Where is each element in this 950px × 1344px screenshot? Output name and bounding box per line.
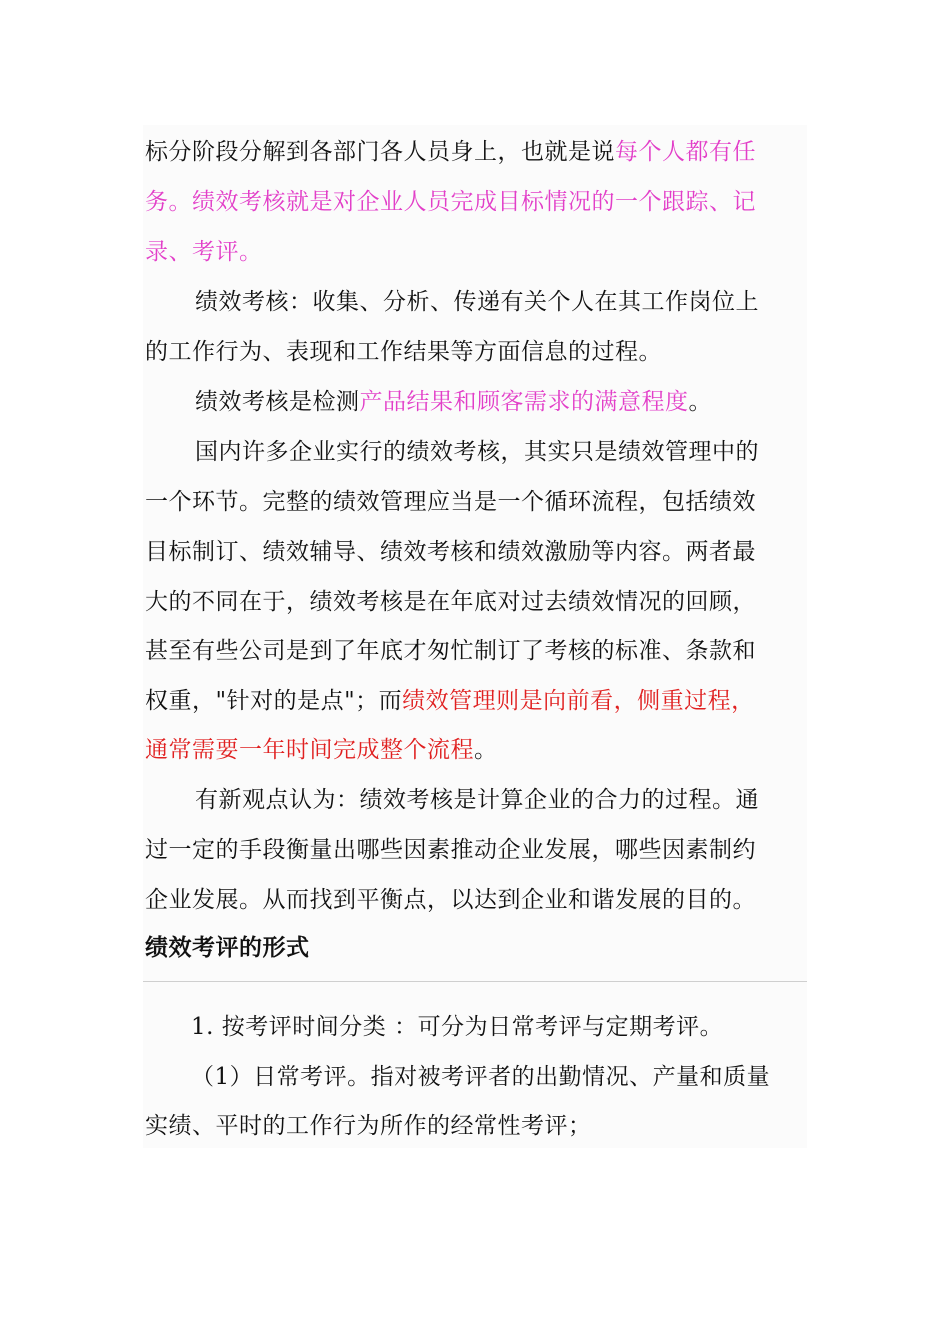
paragraph-1-line-3: 录、考评。 xyxy=(145,239,263,265)
paragraph-1-line-1 xyxy=(145,137,756,167)
paragraph-4-line-6 xyxy=(145,686,755,716)
paragraph-4-line-1: 国内许多企业实行的绩效考核，其实只是绩效管理中的 xyxy=(195,439,759,465)
list-item-2-line-2: 实绩、平时的工作行为所作的经常性考评； xyxy=(145,1113,592,1139)
section-divider xyxy=(143,981,807,982)
document-content xyxy=(143,125,807,1148)
paragraph-4-line-5: 甚至有些公司是到了年底才匆忙制订了考核的标准、条款和 xyxy=(145,638,756,664)
paragraph-4-line-3: 目标制订、绩效辅导、绩效考核和绩效激励等内容。两者最 xyxy=(145,539,756,565)
paragraph-1-line-2: 务。绩效考核就是对企业人员完成目标情况的一个跟踪、记 xyxy=(145,189,756,215)
paragraph-3 xyxy=(195,387,712,417)
text-span: 绩效考核是检测 xyxy=(195,389,360,415)
paragraph-4-line-7 xyxy=(145,735,498,765)
paragraph-4-line-4: 大的不同在于，绩效考核是在年底对过去绩效情况的回顾， xyxy=(145,589,756,615)
text-span: 。 xyxy=(688,389,712,415)
list-item-2-line-1: （1）日常考评。指对被考评者的出勤情况、产量和质量 xyxy=(191,1064,771,1090)
paragraph-2-line-1: 绩效考核：收集、分析、传递有关个人在其工作岗位上 xyxy=(195,289,759,315)
paragraph-5-line-2: 过一定的手段衡量出哪些因素推动企业发展，哪些因素制约 xyxy=(145,837,756,863)
highlight-text-red: 绩效管理则是向前看，侧重过程， xyxy=(402,688,755,714)
highlight-text: 产品结果和顾客需求的满意程度 xyxy=(359,389,689,415)
highlight-text-red: 通常需要一年时间完成整个流程 xyxy=(145,737,474,763)
section-heading: 绩效考评的形式 xyxy=(145,935,310,961)
list-item-1: 1. 按考评时间分类 ：可分为日常考评与定期考评。 xyxy=(191,1014,724,1040)
text-span: 。 xyxy=(474,737,498,763)
text-span: 标分阶段分解到各部门各人员身上，也就是说 xyxy=(145,139,615,165)
paragraph-2-line-2: 的工作行为、表现和工作结果等方面信息的过程。 xyxy=(145,339,662,365)
text-span: 权重，"针对的是点"；而 xyxy=(145,688,403,714)
paragraph-4-line-2: 一个环节。完整的绩效管理应当是一个循环流程，包括绩效 xyxy=(145,489,756,515)
paragraph-5-line-1: 有新观点认为：绩效考核是计算企业的合力的过程。通 xyxy=(195,787,759,813)
highlight-text: 每个人都有任 xyxy=(615,139,756,165)
paragraph-5-line-3: 企业发展。从而找到平衡点，以达到企业和谐发展的目的。 xyxy=(145,887,756,913)
